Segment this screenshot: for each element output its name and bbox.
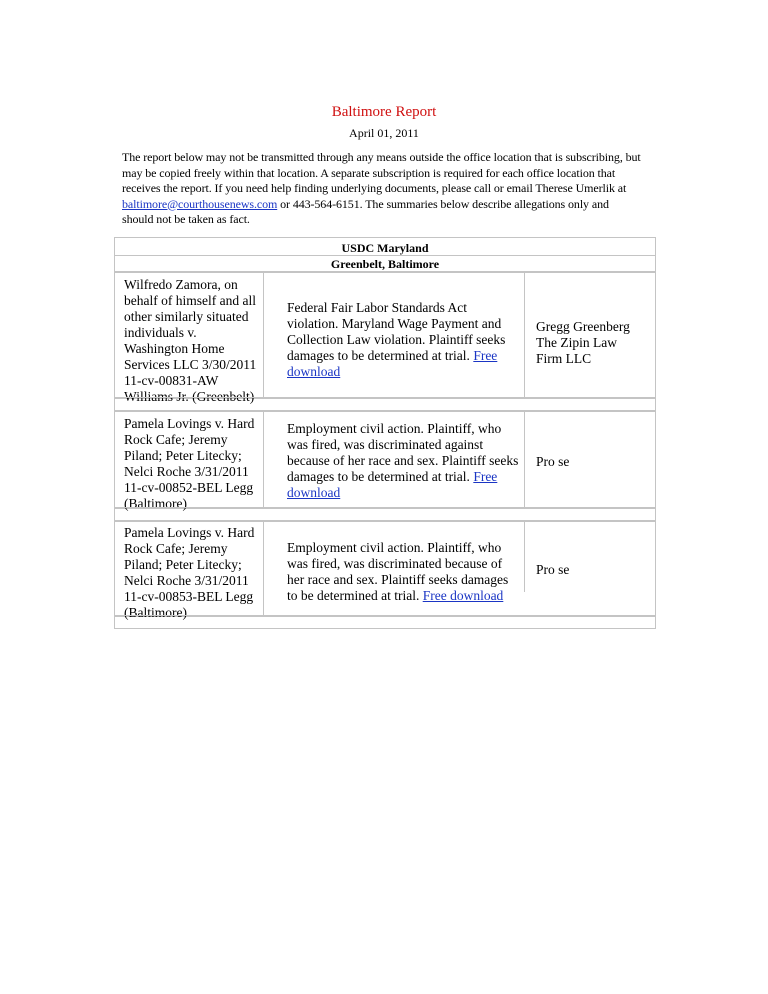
case-attorney: Gregg Greenberg The Zipin Law Firm LLC [536, 319, 630, 366]
case-description-text: Employment civil action. Plaintiff, who was fired, was discriminated because of her race and sex. Plaintiff seeks damages to be determined at trial. [287, 540, 509, 603]
case-parties: Wilfredo Zamora, on behalf of himself and all other similarly situated individuals v. Washington Home Services LLC 3/30/2011 11-cv-00831-AW Williams Jr. (Greenbelt) [124, 277, 257, 404]
free-download-link[interactable]: Free download [287, 469, 498, 500]
case-parties: Pamela Lovings v. Hard Rock Cafe; Jeremy Piland; Peter Litecky; Nelci Roche 3/31/2011 11-cv-00853-BEL Legg (Baltimore) [124, 525, 255, 620]
case-description [287, 421, 519, 501]
case-row [114, 411, 656, 509]
case-description [287, 300, 517, 380]
intro-paragraph [122, 150, 642, 228]
case-parties: Pamela Lovings v. Hard Rock Cafe; Jeremy Piland; Peter Litecky; Nelci Roche 3/31/2011 11-cv-00852-BEL Legg (Baltimore) [124, 416, 255, 511]
court-header [114, 237, 656, 273]
intro-text-end: or 443-564-6151. The summaries below describe allegations only and should not be taken as fact. [122, 196, 609, 226]
case-row [114, 521, 656, 620]
case-attorney: Pro se [536, 562, 570, 577]
court-name: USDC Maryland [341, 241, 429, 255]
row-spacer [114, 397, 656, 411]
case-description-text: Federal Fair Labor Standards Act violation. Maryland Wage Payment and Collection Law violation. Plaintiff seeks damages to be determined at trial. [287, 300, 506, 363]
row-spacer [114, 507, 656, 521]
case-description [287, 540, 521, 604]
report-title: Baltimore Report [331, 104, 437, 120]
court-location: Greenbelt, Baltimore [330, 257, 440, 271]
case-attorney: Pro se [536, 454, 570, 469]
report-date: April 01, 2011 [349, 126, 419, 140]
free-download-link[interactable]: Free download [422, 588, 504, 603]
case-row [114, 271, 656, 404]
free-download-link[interactable]: Free download [287, 348, 498, 379]
email-link[interactable]: baltimore@courthousenews.com [122, 196, 278, 211]
row-spacer [114, 615, 656, 629]
intro-text-start: The report below may not be transmitted through any means outside the office location that is subscribing, but may be copied freely within that location. A separate subscription is required for each office location that receives the report. If you need help finding underlying documents, please call or email Therese Umerlik at [122, 150, 641, 195]
case-description-text: Employment civil action. Plaintiff, who was fired, was discriminated against because of her race and sex. Plaintiff seeks damages to be determined at trial. [287, 421, 519, 484]
